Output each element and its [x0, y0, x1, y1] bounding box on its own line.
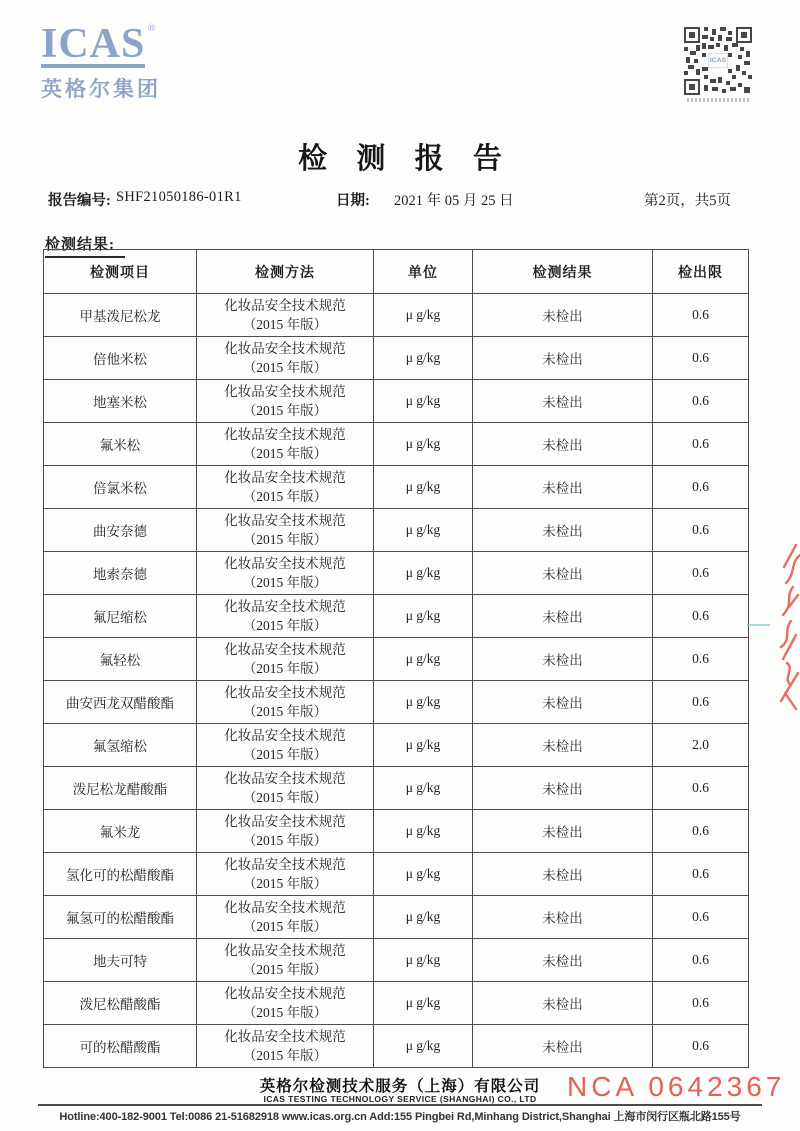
header-detection-limit: 检出限: [653, 250, 749, 294]
report-title: 检 测 报 告: [298, 143, 513, 175]
cell-test-method: 化妆品安全技术规范 （2015 年版）: [197, 681, 374, 724]
cell-test-method: 化妆品安全技术规范 （2015 年版）: [197, 939, 374, 982]
cell-test-item: 氟尼缩松: [44, 595, 197, 638]
table-row: [44, 939, 749, 982]
cell-detection-limit: 0.6: [653, 294, 749, 337]
cell-test-result: 未检出: [473, 1025, 653, 1068]
cell-unit: μ g/kg: [374, 337, 473, 380]
cell-test-result: 未检出: [473, 466, 653, 509]
cell-detection-limit: 0.6: [653, 1025, 749, 1068]
cell-unit: μ g/kg: [374, 1025, 473, 1068]
footer-company-cn: 英格尔检测技术服务（上海）有限公司: [259, 1078, 541, 1095]
table-row: [44, 337, 749, 380]
footer-company-en: ICAS TESTING TECHNOLOGY SERVICE (SHANGHAI) CO., LTD: [263, 1094, 537, 1104]
table-row: [44, 853, 749, 896]
cell-detection-limit: 0.6: [653, 767, 749, 810]
cell-test-method: 化妆品安全技术规范 （2015 年版）: [197, 896, 374, 939]
cell-unit: μ g/kg: [374, 595, 473, 638]
cell-unit: μ g/kg: [374, 509, 473, 552]
cell-test-item: 可的松醋酸酯: [44, 1025, 197, 1068]
cell-test-method: 化妆品安全技术规范 （2015 年版）: [197, 638, 374, 681]
cell-unit: μ g/kg: [374, 982, 473, 1025]
table-row: [44, 509, 749, 552]
qr-center-logo-text: ICAS: [709, 57, 727, 65]
cell-test-item: 氟米龙: [44, 810, 197, 853]
cell-unit: μ g/kg: [374, 724, 473, 767]
cell-detection-limit: 0.6: [653, 552, 749, 595]
cell-test-result: 未检出: [473, 595, 653, 638]
cell-unit: μ g/kg: [374, 939, 473, 982]
cell-detection-limit: 0.6: [653, 982, 749, 1025]
cell-test-result: 未检出: [473, 767, 653, 810]
cell-detection-limit: 0.6: [653, 595, 749, 638]
cell-unit: μ g/kg: [374, 294, 473, 337]
cell-detection-limit: 0.6: [653, 939, 749, 982]
cell-unit: μ g/kg: [374, 853, 473, 896]
cell-detection-limit: 0.6: [653, 380, 749, 423]
page-indicator: 第2页，共5页: [644, 193, 731, 209]
icas-logo: [41, 21, 161, 103]
cell-test-item: 曲安西龙双醋酸酯: [44, 681, 197, 724]
cell-test-method: 化妆品安全技术规范 （2015 年版）: [197, 595, 374, 638]
cell-test-method: 化妆品安全技术规范 （2015 年版）: [197, 982, 374, 1025]
report-no-value: SHF21050186-01R1: [116, 189, 242, 205]
cell-test-item: 地索奈德: [44, 552, 197, 595]
table-row: [44, 724, 749, 767]
logo-group-text: 英格尔集团: [41, 77, 161, 101]
cell-detection-limit: 0.6: [653, 681, 749, 724]
cell-detection-limit: 0.6: [653, 337, 749, 380]
cell-unit: μ g/kg: [374, 638, 473, 681]
cell-test-result: 未检出: [473, 724, 653, 767]
table-row: [44, 810, 749, 853]
cell-test-item: 氟轻松: [44, 638, 197, 681]
cell-test-method: 化妆品安全技术规范 （2015 年版）: [197, 810, 374, 853]
cell-unit: μ g/kg: [374, 810, 473, 853]
date-value: 2021 年 05 月 25 日: [394, 193, 514, 209]
cell-test-item: 氟氢缩松: [44, 724, 197, 767]
table-row: [44, 638, 749, 681]
cell-unit: μ g/kg: [374, 380, 473, 423]
table-row: [44, 380, 749, 423]
cell-test-method: 化妆品安全技术规范 （2015 年版）: [197, 380, 374, 423]
cell-test-result: 未检出: [473, 380, 653, 423]
table-row: [44, 595, 749, 638]
table-row: [44, 982, 749, 1025]
cell-test-item: 地塞米松: [44, 380, 197, 423]
qr-code-icon: [684, 27, 752, 95]
header-test-result: 检测结果: [473, 250, 653, 294]
header-test-method: 检测方法: [197, 250, 374, 294]
cell-test-result: 未检出: [473, 982, 653, 1025]
teal-scan-mark: [747, 624, 770, 626]
cell-test-result: 未检出: [473, 939, 653, 982]
cell-detection-limit: 0.6: [653, 466, 749, 509]
cell-test-result: 未检出: [473, 337, 653, 380]
cell-test-result: 未检出: [473, 810, 653, 853]
results-table: [43, 249, 749, 1068]
cell-test-item: 泼尼松龙醋酸酯: [44, 767, 197, 810]
cell-unit: μ g/kg: [374, 552, 473, 595]
cell-test-result: 未检出: [473, 896, 653, 939]
results-section-label: 检测结果:: [45, 233, 125, 258]
cell-test-item: 地夫可特: [44, 939, 197, 982]
cell-test-result: 未检出: [473, 509, 653, 552]
cell-detection-limit: 0.6: [653, 896, 749, 939]
cell-test-method: 化妆品安全技术规范 （2015 年版）: [197, 466, 374, 509]
cell-test-result: 未检出: [473, 638, 653, 681]
table-row: [44, 767, 749, 810]
footer-contact-line: Hotline:400-182-9001 Tel:0086 21-51682918 www.icas.org.cn Add:155 Pingbei Rd,Minhang District,Shanghai 上海市闵行区瓶北路155号: [59, 1111, 741, 1123]
cell-detection-limit: 0.6: [653, 638, 749, 681]
cell-unit: μ g/kg: [374, 423, 473, 466]
table-row: [44, 896, 749, 939]
cell-detection-limit: 0.6: [653, 423, 749, 466]
qr-code: [684, 27, 752, 102]
cell-test-result: 未检出: [473, 294, 653, 337]
table-row: [44, 294, 749, 337]
cell-test-result: 未检出: [473, 853, 653, 896]
cell-test-result: 未检出: [473, 681, 653, 724]
cell-test-result: 未检出: [473, 423, 653, 466]
cell-detection-limit: 0.6: [653, 853, 749, 896]
cell-test-item: 甲基泼尼松龙: [44, 294, 197, 337]
cell-test-method: 化妆品安全技术规范 （2015 年版）: [197, 509, 374, 552]
cell-test-item: 泼尼松醋酸酯: [44, 982, 197, 1025]
cell-unit: μ g/kg: [374, 896, 473, 939]
cell-detection-limit: 0.6: [653, 810, 749, 853]
cell-test-method: 化妆品安全技术规范 （2015 年版）: [197, 294, 374, 337]
cell-detection-limit: 2.0: [653, 724, 749, 767]
logo-brand-text: ICAS: [41, 21, 146, 67]
date-label: 日期:: [336, 193, 370, 209]
registered-mark: ®: [147, 22, 156, 34]
cell-test-item: 倍他米松: [44, 337, 197, 380]
cell-test-item: 氢化可的松醋酸酯: [44, 853, 197, 896]
cell-test-item: 曲安奈德: [44, 509, 197, 552]
cell-test-method: 化妆品安全技术规范 （2015 年版）: [197, 853, 374, 896]
qr-caption-strip: [687, 98, 749, 102]
table-row: [44, 466, 749, 509]
table-row: [44, 1025, 749, 1068]
header-test-item: 检测项目: [44, 250, 197, 294]
table-row: [44, 681, 749, 724]
red-seal-edge-mark: [766, 541, 800, 724]
nca-number-stamp: NCA 0642367: [567, 1071, 786, 1102]
report-no-label: 报告编号:: [48, 193, 111, 209]
cell-test-method: 化妆品安全技术规范 （2015 年版）: [197, 767, 374, 810]
cell-test-item: 氟氢可的松醋酸酯: [44, 896, 197, 939]
cell-test-method: 化妆品安全技术规范 （2015 年版）: [197, 1025, 374, 1068]
cell-test-method: 化妆品安全技术规范 （2015 年版）: [197, 724, 374, 767]
table-row: [44, 423, 749, 466]
cell-detection-limit: 0.6: [653, 509, 749, 552]
cell-test-method: 化妆品安全技术规范 （2015 年版）: [197, 552, 374, 595]
cell-unit: μ g/kg: [374, 767, 473, 810]
cell-unit: μ g/kg: [374, 681, 473, 724]
table-header-row: [44, 250, 749, 294]
cell-test-method: 化妆品安全技术规范 （2015 年版）: [197, 337, 374, 380]
footer-divider: [38, 1104, 762, 1106]
table-row: [44, 552, 749, 595]
cell-test-result: 未检出: [473, 552, 653, 595]
header-unit: 单位: [374, 250, 473, 294]
results-table-body: [44, 294, 749, 1068]
cell-test-method: 化妆品安全技术规范 （2015 年版）: [197, 423, 374, 466]
cell-test-item: 氟米松: [44, 423, 197, 466]
cell-test-item: 倍氯米松: [44, 466, 197, 509]
cell-unit: μ g/kg: [374, 466, 473, 509]
